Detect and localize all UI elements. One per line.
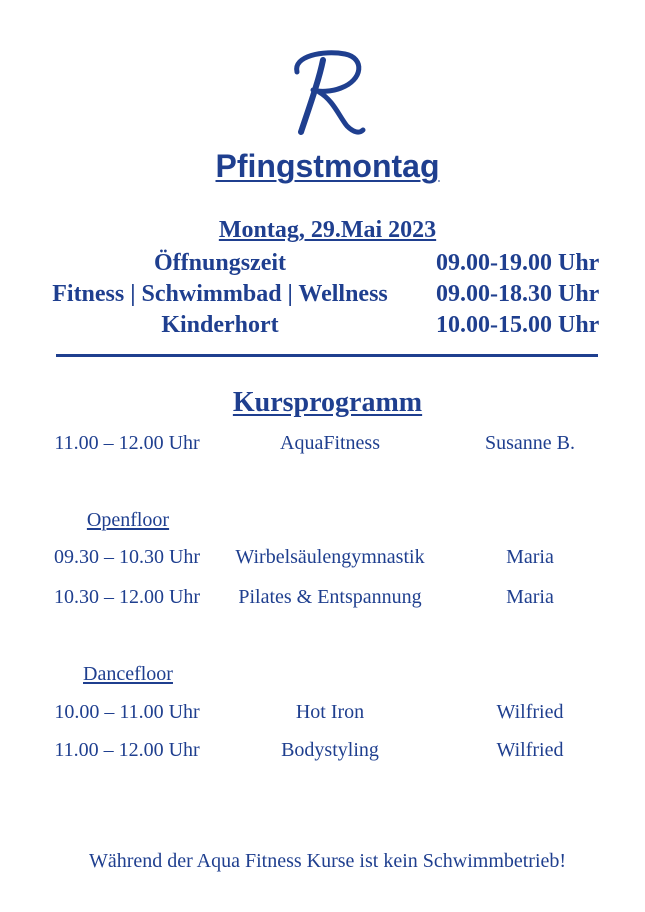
page-title: Pfingstmontag [215,148,440,184]
hours-label: Fitness | Schwimmbad | Wellness [52,281,388,307]
course-row [0,701,645,727]
hours-row-facilities [0,281,645,311]
course-name: Bodystyling [281,739,379,761]
course-time: 09.30 – 10.30 Uhr [53,546,201,568]
hours-time: 09.00-19.00 Uhr [436,250,600,276]
hours-time: 10.00-15.00 Uhr [436,312,600,338]
hours-time: 09.00-18.30 Uhr [436,281,600,307]
event-date: Montag, 29.Mai 2023 [218,217,437,243]
course-trainer: Susanne B. [485,432,575,454]
course-row [0,739,645,765]
program-title: Kursprogramm [232,387,423,418]
section-divider [56,354,598,357]
course-name: Hot Iron [295,701,365,723]
script-r-monogram-icon [283,46,367,138]
swimming-note: Während der Aqua Fitness Kurse ist kein Schwimmbetrieb! [88,850,567,872]
course-row [0,432,645,458]
dancefloor-heading: Dancefloor [83,663,173,685]
course-row [0,586,645,612]
course-time: 10.00 – 11.00 Uhr [54,701,200,723]
hours-row-opening [0,250,645,280]
course-time: 11.00 – 12.00 Uhr [54,432,200,454]
hours-label: Öffnungszeit [154,250,286,276]
course-row [0,546,645,572]
course-name: AquaFitness [280,432,380,454]
course-trainer: Maria [506,546,554,568]
hours-row-kinderhort [0,312,645,342]
course-time: 11.00 – 12.00 Uhr [54,739,200,761]
course-name: Pilates & Entspannung [238,586,422,608]
course-trainer: Wilfried [496,739,564,761]
course-trainer: Maria [506,586,554,608]
openfloor-heading: Openfloor [86,509,170,531]
course-name: Wirbelsäulengymnastik [235,546,425,568]
course-time: 10.30 – 12.00 Uhr [53,586,201,608]
course-trainer: Wilfried [496,701,564,723]
hours-label: Kinderhort [161,312,279,338]
